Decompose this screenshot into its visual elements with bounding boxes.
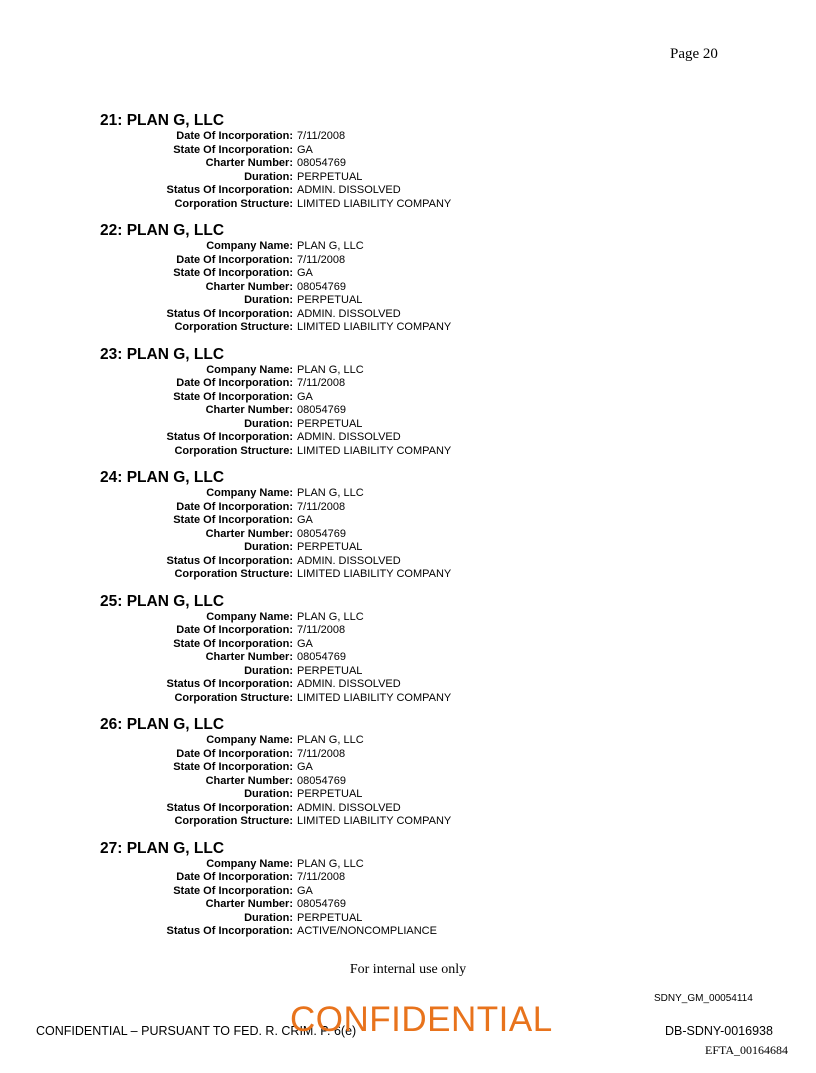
field-row <box>100 418 660 432</box>
field-value: ADMIN. DISSOLVED <box>297 431 401 443</box>
field-label: Charter Number: <box>205 527 293 540</box>
field-label: Status Of Incorporation: <box>166 678 293 690</box>
field-label: Charter Number: <box>205 651 293 663</box>
record-title: 23: PLAN G, LLC <box>100 345 225 363</box>
record <box>100 469 660 582</box>
field-value: PLAN G, LLC <box>297 857 364 870</box>
field-row <box>100 858 660 872</box>
field-label: Date Of Incorporation: <box>176 871 293 883</box>
field-value: GA <box>297 884 313 897</box>
field-label: Charter Number: <box>205 280 293 293</box>
field-row <box>100 871 660 885</box>
field-label: Duration: <box>244 417 293 430</box>
field-value: PERPETUAL <box>297 664 363 677</box>
field-label: State Of Incorporation: <box>173 143 293 156</box>
field-value: GA <box>297 761 313 773</box>
field-value: LIMITED LIABILITY COMPANY <box>297 444 452 457</box>
field-label: Duration: <box>244 664 293 677</box>
page-number: Page 20 <box>670 46 718 62</box>
field-row <box>100 802 660 816</box>
field-row <box>100 541 660 555</box>
field-label: Status Of Incorporation: <box>166 431 293 443</box>
field-label: State Of Incorporation: <box>173 514 293 526</box>
field-value: 08054769 <box>297 774 346 787</box>
internal-use-note: For internal use only <box>349 962 467 977</box>
field-value: 08054769 <box>297 651 346 663</box>
confidential-stamp: CONFIDENTIAL <box>290 1000 553 1039</box>
field-label: Company Name: <box>206 487 293 499</box>
record-title: 25: PLAN G, LLC <box>100 592 225 610</box>
field-label: Corporation Structure: <box>174 197 293 210</box>
field-row <box>100 748 660 762</box>
field-row <box>100 815 660 829</box>
field-row <box>100 171 660 185</box>
field-label: Company Name: <box>206 363 293 376</box>
field-value: ADMIN. DISSOLVED <box>297 801 401 814</box>
field-value: GA <box>297 637 313 650</box>
field-label: Duration: <box>244 541 293 553</box>
field-label: Company Name: <box>206 734 293 746</box>
record <box>100 346 660 459</box>
field-value: 08054769 <box>297 898 346 910</box>
field-row <box>100 144 660 158</box>
field-row <box>100 514 660 528</box>
field-value: LIMITED LIABILITY COMPANY <box>297 568 452 580</box>
field-value: GA <box>297 143 313 156</box>
field-value: ADMIN. DISSOLVED <box>297 184 401 196</box>
field-value: PERPETUAL <box>297 788 363 800</box>
field-row <box>100 445 660 459</box>
field-row <box>100 788 660 802</box>
field-row <box>100 898 660 912</box>
bates-number-gm: SDNY_GM_00054114 <box>654 993 753 1004</box>
field-value: 08054769 <box>297 527 346 540</box>
field-label: Charter Number: <box>205 898 293 910</box>
field-row <box>100 294 660 308</box>
field-value: GA <box>297 267 313 279</box>
field-row <box>100 321 660 335</box>
field-row <box>100 391 660 405</box>
field-label: State Of Incorporation: <box>173 267 293 279</box>
field-label: Status Of Incorporation: <box>166 801 293 814</box>
field-row <box>100 611 660 625</box>
field-label: Duration: <box>244 294 293 306</box>
field-row <box>100 528 660 542</box>
record-title: 27: PLAN G, LLC <box>100 839 225 857</box>
field-value: PERPETUAL <box>297 541 363 553</box>
field-label: Date Of Incorporation: <box>176 747 293 760</box>
field-value: LIMITED LIABILITY COMPANY <box>297 691 452 704</box>
field-value: 08054769 <box>297 280 346 293</box>
field-row <box>100 240 660 254</box>
field-label: Date Of Incorporation: <box>176 377 293 389</box>
field-row <box>100 912 660 926</box>
field-value: PLAN G, LLC <box>297 487 364 499</box>
field-row <box>100 308 660 322</box>
record <box>100 593 660 706</box>
field-value: ACTIVE/NONCOMPLIANCE <box>297 925 437 937</box>
field-row <box>100 761 660 775</box>
record <box>100 840 660 939</box>
field-value: 7/11/2008 <box>297 253 346 266</box>
field-value: GA <box>297 390 313 403</box>
field-row <box>100 267 660 281</box>
field-row <box>100 281 660 295</box>
field-row <box>100 364 660 378</box>
field-row <box>100 775 660 789</box>
field-row <box>100 254 660 268</box>
field-label: Corporation Structure: <box>174 444 293 457</box>
field-label: Charter Number: <box>205 774 293 787</box>
field-row <box>100 198 660 212</box>
field-value: ADMIN. DISSOLVED <box>297 307 401 320</box>
field-row <box>100 885 660 899</box>
field-value: PLAN G, LLC <box>297 734 364 746</box>
field-label: Corporation Structure: <box>174 321 293 333</box>
field-label: State Of Incorporation: <box>173 761 293 773</box>
field-row <box>100 157 660 171</box>
field-row <box>100 624 660 638</box>
field-label: Status Of Incorporation: <box>166 184 293 196</box>
field-row <box>100 431 660 445</box>
field-label: Date Of Incorporation: <box>176 130 293 142</box>
field-row <box>100 184 660 198</box>
field-label: Status Of Incorporation: <box>166 307 293 320</box>
field-row <box>100 665 660 679</box>
field-label: Company Name: <box>206 610 293 623</box>
field-row <box>100 487 660 501</box>
field-value: 7/11/2008 <box>297 624 346 636</box>
record-title: 22: PLAN G, LLC <box>100 222 225 239</box>
record-title: 21: PLAN G, LLC <box>100 112 225 129</box>
field-row <box>100 555 660 569</box>
field-value: 7/11/2008 <box>297 130 346 142</box>
field-row <box>100 377 660 391</box>
confidential-notice: CONFIDENTIAL – PURSUANT TO FED. R. CRIM. P. 6(e) <box>36 1024 357 1038</box>
record-title: 24: PLAN G, LLC <box>100 469 225 486</box>
field-row <box>100 130 660 144</box>
field-label: Duration: <box>244 788 293 800</box>
field-value: 08054769 <box>297 404 346 416</box>
field-value: LIMITED LIABILITY COMPANY <box>297 815 452 827</box>
field-row <box>100 638 660 652</box>
field-label: Status Of Incorporation: <box>166 554 293 567</box>
field-label: Status Of Incorporation: <box>166 925 293 937</box>
field-label: Date Of Incorporation: <box>176 624 293 636</box>
field-label: Corporation Structure: <box>174 815 293 827</box>
field-value: PLAN G, LLC <box>297 240 364 252</box>
field-value: 08054769 <box>297 157 346 169</box>
field-row <box>100 568 660 582</box>
field-value: LIMITED LIABILITY COMPANY <box>297 197 452 210</box>
field-label: State Of Incorporation: <box>173 884 293 897</box>
field-label: State Of Incorporation: <box>173 637 293 650</box>
field-value: ADMIN. DISSOLVED <box>297 678 401 690</box>
field-row <box>100 925 660 939</box>
record <box>100 716 660 829</box>
field-value: GA <box>297 514 313 526</box>
field-row <box>100 651 660 665</box>
field-value: PLAN G, LLC <box>297 610 364 623</box>
field-label: Duration: <box>244 170 293 183</box>
field-label: Date Of Incorporation: <box>176 253 293 266</box>
record <box>100 222 660 335</box>
field-label: Charter Number: <box>205 157 293 169</box>
field-value: PLAN G, LLC <box>297 363 364 376</box>
field-value: PERPETUAL <box>297 911 363 924</box>
field-value: 7/11/2008 <box>297 500 346 513</box>
field-label: Corporation Structure: <box>174 568 293 580</box>
field-row <box>100 734 660 748</box>
field-label: Date Of Incorporation: <box>176 500 293 513</box>
field-value: LIMITED LIABILITY COMPANY <box>297 321 452 333</box>
field-value: 7/11/2008 <box>297 871 346 883</box>
records-list <box>100 112 660 950</box>
field-label: Corporation Structure: <box>174 691 293 704</box>
field-row <box>100 501 660 515</box>
field-label: Company Name: <box>206 857 293 870</box>
field-row <box>100 404 660 418</box>
field-row <box>100 692 660 706</box>
field-label: Charter Number: <box>205 404 293 416</box>
field-value: 7/11/2008 <box>297 377 346 389</box>
field-label: Duration: <box>244 911 293 924</box>
bates-number-db: DB-SDNY-0016938 <box>665 1024 773 1038</box>
record <box>100 112 660 211</box>
field-value: ADMIN. DISSOLVED <box>297 554 401 567</box>
field-value: 7/11/2008 <box>297 747 346 760</box>
field-value: PERPETUAL <box>297 294 363 306</box>
record-title: 26: PLAN G, LLC <box>100 716 225 733</box>
field-row <box>100 678 660 692</box>
field-value: PERPETUAL <box>297 417 363 430</box>
efta-number: EFTA_00164684 <box>705 1043 789 1057</box>
field-value: PERPETUAL <box>297 170 363 183</box>
field-label: State Of Incorporation: <box>173 390 293 403</box>
field-label: Company Name: <box>206 240 293 252</box>
